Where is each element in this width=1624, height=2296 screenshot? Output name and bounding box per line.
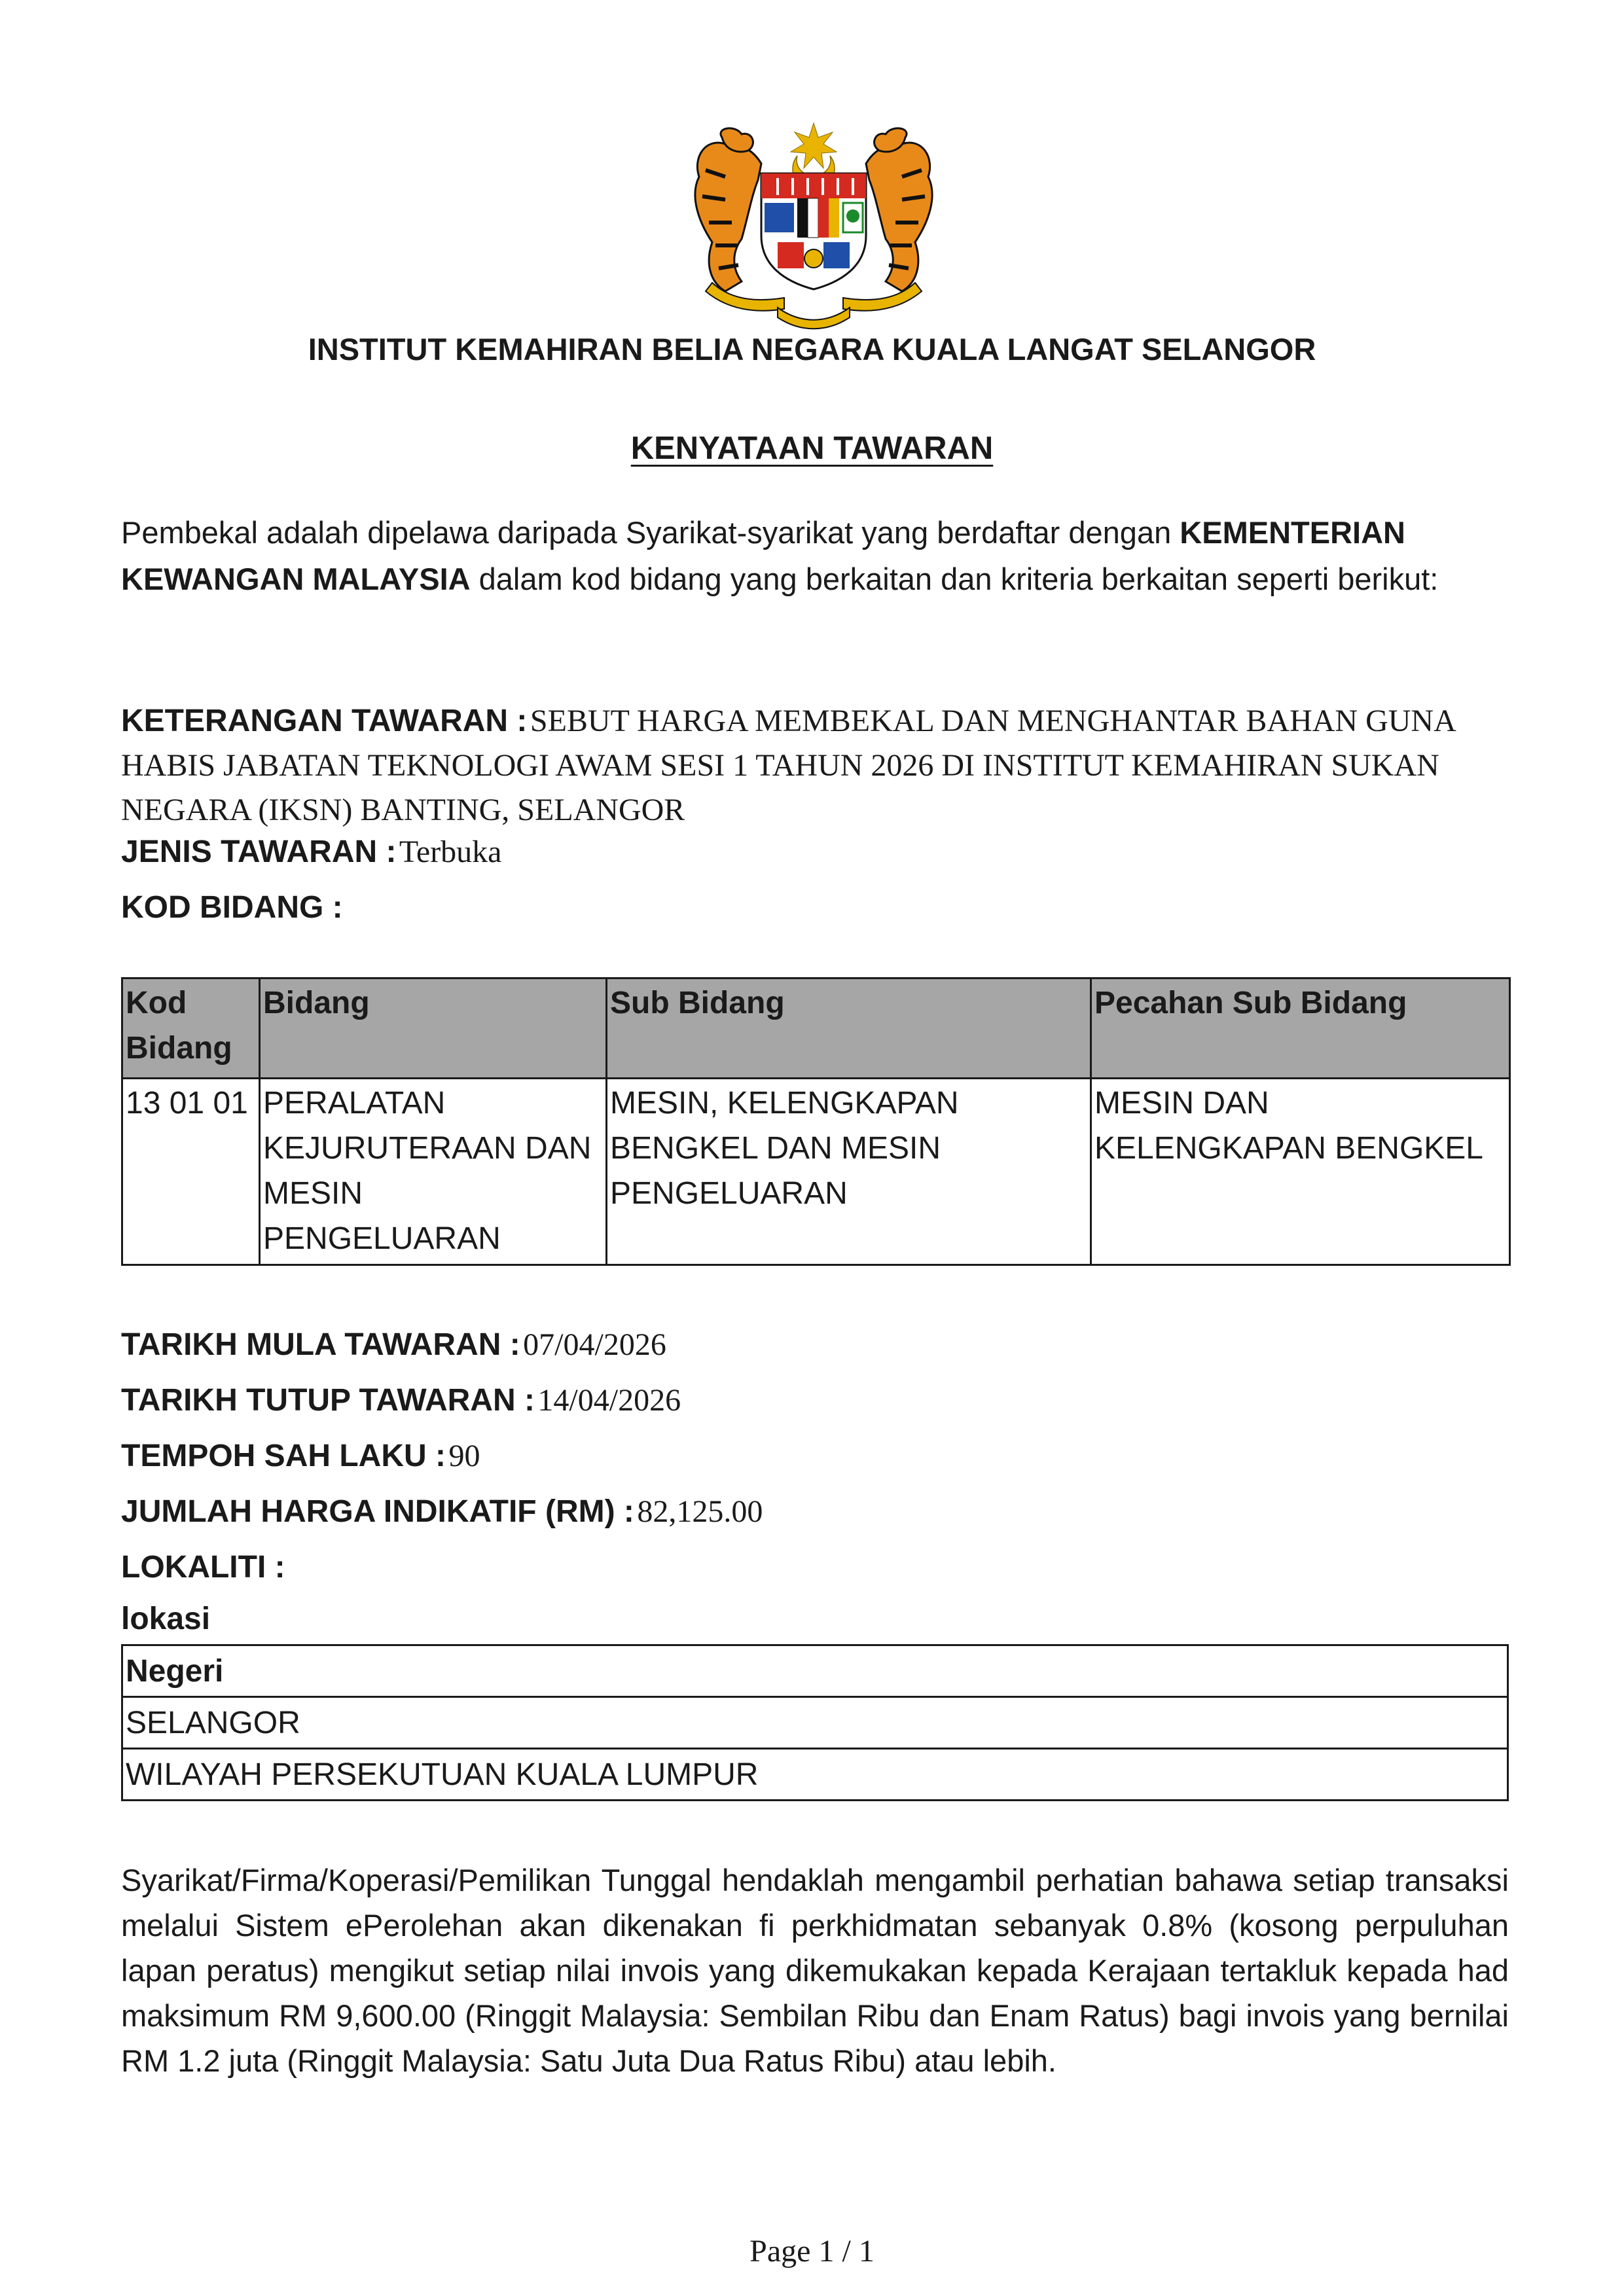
intro-paragraph	[121, 509, 1509, 602]
intro-part2: dalam kod bidang yang berkaitan dan kriteria berkaitan seperti berikut:	[470, 562, 1439, 596]
column-header-negeri: Negeri	[122, 1645, 1508, 1697]
institution-title: INSTITUT KEMAHIRAN BELIA NEGARA KUALA LANGAT SELANGOR	[308, 332, 1316, 367]
cell-negeri: WILAYAH PERSEKUTUAN KUALA LUMPUR	[122, 1749, 1508, 1801]
tempoh-sah-laku	[121, 1433, 1509, 1486]
left-tiger-icon	[695, 128, 761, 291]
lokasi-label: lokasi	[121, 1602, 211, 1636]
table-row	[122, 1079, 1510, 1265]
cell-kod-bidang: 13 01 01	[122, 1079, 260, 1265]
column-header-kod-bidang: Kod Bidang	[122, 978, 260, 1079]
column-header-sub-bidang: Sub Bidang	[607, 978, 1091, 1079]
tarikh-tutup	[121, 1378, 1509, 1431]
document-title-text: KENYATAAN TAWARAN	[630, 431, 994, 466]
keterangan-tawaran	[121, 702, 1509, 836]
jenis-value: Terbuka	[399, 834, 502, 869]
tarikh-mula-value: 07/04/2026	[523, 1327, 666, 1362]
lokaliti-heading	[121, 1545, 1509, 1598]
cell-bidang: PERALATAN KEJURUTERAAN DAN MESIN PENGELUARAN	[260, 1079, 607, 1265]
column-header-pecahan-sub-bidang: Pecahan Sub Bidang	[1091, 978, 1510, 1079]
jumlah-value: 82,125.00	[637, 1494, 763, 1529]
cell-sub-bidang: MESIN, KELENGKAPAN BENGKEL DAN MESIN PENGELUARAN	[607, 1079, 1091, 1265]
intro-part1: Pembekal adalah dipelawa daripada Syarikat-syarikat yang berdaftar dengan	[121, 515, 1180, 550]
jumlah-label: JUMLAH HARGA INDIKATIF (RM) :	[121, 1494, 634, 1529]
intro-ministry: KEMENTERIAN KEWANGAN MALAYSIA	[121, 515, 1405, 596]
jenis-label: JENIS TAWARAN :	[121, 834, 397, 869]
tarikh-tutup-value: 14/04/2026	[537, 1383, 681, 1418]
cell-negeri: SELANGOR	[122, 1697, 1508, 1749]
tempoh-value: 90	[448, 1439, 480, 1473]
page-number: Page 1 / 1	[749, 2234, 875, 2269]
tarikh-mula-label: TARIKH MULA TAWARAN :	[121, 1327, 520, 1362]
kod-bidang-heading	[121, 885, 1509, 938]
document-title	[0, 429, 1624, 468]
tempoh-label: TEMPOH SAH LAKU :	[121, 1439, 446, 1473]
jenis-tawaran	[121, 829, 1509, 882]
kod-bidang-label: KOD BIDANG :	[121, 890, 343, 925]
table-header-row	[122, 978, 1510, 1079]
kod-bidang-table	[121, 977, 1511, 1266]
keterangan-value: SEBUT HARGA MEMBEKAL DAN MENGHANTAR BAHAN GUNA HABIS JABATAN TEKNOLOGI AWAM SESI 1 TAHUN 2026 DI INSTITUT KEMAHIRAN SUKAN NEGARA (IKSN) BANTING, SELANGOR	[121, 704, 1455, 827]
lokasi-table	[121, 1644, 1509, 1801]
shield-icon	[761, 173, 866, 289]
table-row	[122, 1749, 1508, 1801]
tarikh-mula	[121, 1322, 1509, 1375]
coat-of-arms-logo	[686, 118, 941, 334]
keterangan-label: KETERANGAN TAWARAN :	[121, 704, 528, 738]
lokaliti-label: LOKALITI :	[121, 1550, 285, 1585]
table-row	[122, 1697, 1508, 1749]
table-header-row	[122, 1645, 1508, 1697]
jumlah-harga	[121, 1489, 1509, 1542]
cell-pecahan-sub-bidang: MESIN DAN KELENGKAPAN BENGKEL	[1091, 1079, 1510, 1265]
right-tiger-icon	[866, 128, 932, 291]
column-header-bidang: Bidang	[260, 978, 607, 1079]
tarikh-tutup-label: TARIKH TUTUP TAWARAN :	[121, 1383, 535, 1418]
service-fee-note: Syarikat/Firma/Koperasi/Pemilikan Tunggal hendaklah mengambil perhatian bahawa setiap transaksi melalui Sistem ePerolehan akan dikenakan fi perkhidmatan sebanyak 0.8% (kosong perpuluhan lapan peratus) mengikut setiap nilai invois yang dikemukakan kepada Kerajaan tertakluk kepada had maksimum RM 9,600.00 (Ringgit Malaysia: Sembilan Ribu dan Enam Ratus) bagi invois yang bernilai RM 1.2 juta (Ringgit Malaysia: Satu Juta Dua Ratus Ribu) atau lebih.	[121, 1863, 1509, 2078]
